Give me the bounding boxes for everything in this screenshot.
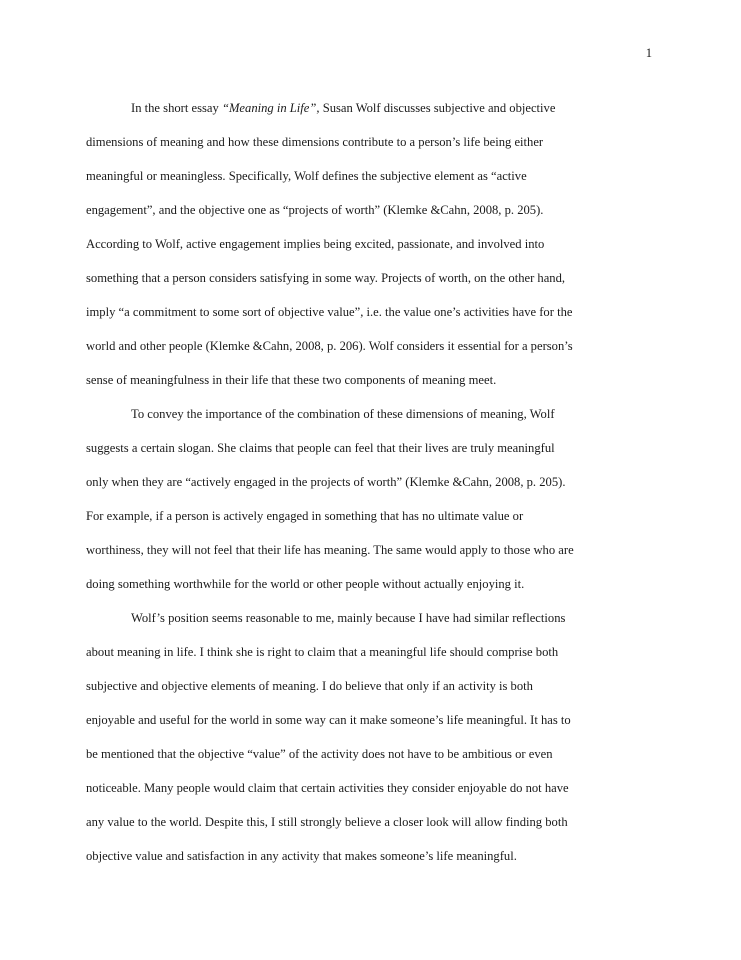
page-number: 1 [645,46,652,60]
text-line-23: objective value and satisfaction in any activity that makes someone’s life meaningful. [86,849,517,863]
text-line-16: Wolf’s position seems reasonable to me, mainly because I have had similar reflections [131,611,566,625]
text-line-1 [131,100,555,116]
text-line-2: dimensions of meaning and how these dimensions contribute to a person’s life being either [86,135,544,149]
text-line-6: something that a person considers satisfying in some way. Projects of worth, on the other hand, [86,271,566,285]
text-line-22: any value to the world. Despite this, I still strongly believe a closer look will allow finding both [86,815,568,829]
text-line-11: suggests a certain slogan. She claims that people can feel that their lives are truly meaningful [86,441,555,455]
text-line-9: sense of meaningfulness in their life that these two components of meaning meet. [86,373,497,387]
text-line-12: only when they are “actively engaged in the projects of worth” (Klemke &Cahn, 2008, p. 205). [86,475,566,489]
text-line-3: meaningful or meaningless. Specifically, Wolf defines the subjective element as “active [86,169,527,183]
text-line-15: doing something worthwhile for the world or other people without actually enjoying it. [86,577,525,591]
text-line-10: To convey the importance of the combination of these dimensions of meaning, Wolf [131,407,555,421]
text-line-14: worthiness, they will not feel that their life has meaning. The same would apply to those who are [86,543,574,557]
text-line-8: world and other people (Klemke &Cahn, 2008, p. 206). Wolf considers it essential for a person’s [86,339,573,353]
text-line-1-pre: In the short essay [131,101,222,115]
text-line-19: enjoyable and useful for the world in some way can it make someone’s life meaningful. It has to [86,713,571,727]
text-line-18: subjective and objective elements of meaning. I do believe that only if an activity is both [86,679,533,693]
text-line-21: noticeable. Many people would claim that certain activities they consider enjoyable do not have [86,781,569,795]
text-line-5: According to Wolf, active engagement implies being excited, passionate, and involved into [86,237,545,251]
text-line-1-post: Susan Wolf discusses subjective and objective [319,101,556,115]
essay-title: “Meaning in Life”, [221,101,320,115]
text-line-20: be mentioned that the objective “value” of the activity does not have to be ambitious or even [86,747,553,761]
text-line-7: imply “a commitment to some sort of objective value”, i.e. the value one’s activities have for the [86,305,573,319]
text-line-13: For example, if a person is actively engaged in something that has no ultimate value or [86,509,524,523]
text-line-17: about meaning in life. I think she is right to claim that a meaningful life should comprise both [86,645,559,659]
text-line-4: engagement”, and the objective one as “projects of worth” (Klemke &Cahn, 2008, p. 205). [86,203,544,217]
